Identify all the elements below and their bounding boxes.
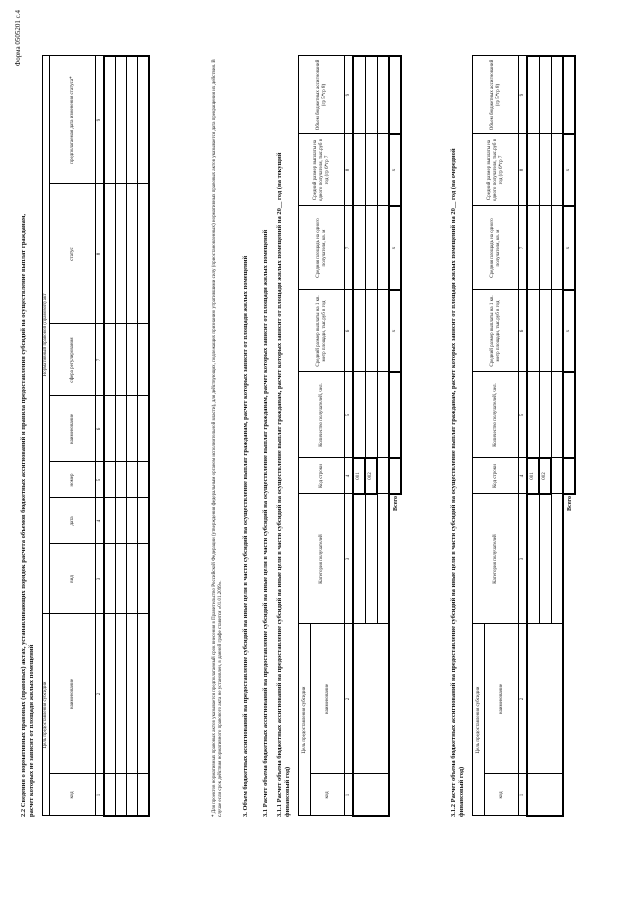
input-cell[interactable]: [138, 324, 150, 396]
total-label: Всего: [566, 496, 573, 511]
input-cell[interactable]: [551, 134, 563, 206]
input-cell[interactable]: [127, 184, 138, 324]
input-cell[interactable]: [365, 56, 377, 134]
column-header: Средняя площадь на одного получателя, кв. м: [299, 206, 345, 290]
input-cell[interactable]: [377, 134, 389, 206]
input-cell[interactable]: [116, 544, 127, 614]
input-cell[interactable]: [551, 494, 563, 624]
table-row: [527, 56, 539, 816]
input-cell[interactable]: [563, 372, 575, 458]
input-cell[interactable]: [138, 56, 150, 184]
column-number: 9: [345, 56, 354, 134]
column-number: 5: [345, 372, 354, 458]
input-cell[interactable]: [551, 372, 563, 458]
input-cell[interactable]: [377, 494, 389, 624]
input-cell[interactable]: [353, 290, 365, 372]
row-code: 002: [539, 458, 551, 494]
input-cell[interactable]: [116, 184, 127, 324]
input-cell[interactable]: [539, 290, 551, 372]
column-header: номер: [50, 462, 96, 498]
column-header: Объем бюджетных ассигнований (гр 5*гр 8): [473, 56, 519, 134]
input-cell[interactable]: [365, 372, 377, 458]
input-cell[interactable]: [353, 206, 365, 290]
column-header: сфера регулирования: [50, 324, 96, 396]
input-cell[interactable]: [127, 544, 138, 614]
column-number: 7: [96, 324, 105, 396]
column-number: 5: [96, 462, 105, 498]
input-cell[interactable]: [353, 372, 365, 458]
table-3-1-1-heading: 3.1.1 Расчет объема бюджетных ассигнований на предоставление субсидий на иные цели в части субсидий на осуществление выплат гражданам, расчет которых зависит от площади жилых помещений на 20__ год (на текущий финансовый год): [276, 152, 291, 817]
column-header: вид: [50, 544, 96, 614]
column-number: 6: [519, 290, 528, 372]
column-header: дата: [50, 498, 96, 544]
column-header: Средний размер выплаты на 1 кв. метр площади, тыс.руб в год: [473, 290, 519, 372]
column-header: Средний размер выплаты на одного получателя, тыс.руб в год (гр 6*гр 7: [473, 134, 519, 206]
column-number: 6: [345, 290, 354, 372]
input-cell[interactable]: [116, 498, 127, 544]
input-cell[interactable]: [365, 290, 377, 372]
purpose-header: Цель предоставления субсидии: [473, 624, 485, 816]
input-cell[interactable]: [104, 56, 116, 184]
input-cell[interactable]: [116, 324, 127, 396]
input-cell[interactable]: [127, 774, 138, 816]
column-number: 1: [519, 774, 528, 816]
section-2-2-heading: 2.2 Сведения о нормативных правовых (правовых) актах, устанавливающих порядок расчета объемов бюджетных ассигнований и правила предоставления субсидий на осуществление выплат гражданам, расчет которых не зависит от площади жилых помещений: [20, 214, 35, 817]
column-header: код: [311, 774, 345, 816]
row-code: 002: [365, 458, 377, 494]
column-header: код: [485, 774, 519, 816]
column-header: Объем бюджетных ассигнований (гр 5*гр 8): [299, 56, 345, 134]
column-number: 2: [345, 624, 354, 774]
table-3-1-2-heading: 3.1.2 Расчет объема бюджетных ассигнований на предоставление субсидий на иные цели в части субсидий на осуществление выплат гражданам, расчет которых зависит от площади жилых помещений на 20__ год (на очередной финансовый год): [450, 148, 465, 817]
column-number: 7: [519, 206, 528, 290]
input-cell[interactable]: [377, 290, 389, 372]
input-cell[interactable]: [365, 206, 377, 290]
input-cell[interactable]: [527, 372, 539, 458]
x-mark: x: [563, 290, 575, 372]
column-header: Код строки: [299, 458, 345, 494]
input-cell[interactable]: [116, 56, 127, 184]
column-header: наименование: [50, 396, 96, 462]
row-code: 001: [527, 458, 539, 494]
table-row: [116, 56, 127, 816]
column-number: 3: [96, 544, 105, 614]
input-cell[interactable]: [127, 56, 138, 184]
input-cell[interactable]: [539, 206, 551, 290]
input-cell[interactable]: [389, 458, 401, 494]
column-header: Категория получателей: [473, 494, 519, 624]
input-cell[interactable]: [551, 56, 563, 134]
column-number: 4: [96, 498, 105, 544]
input-cell[interactable]: [104, 774, 116, 816]
input-cell[interactable]: [527, 56, 539, 134]
input-cell[interactable]: [527, 134, 539, 206]
input-cell[interactable]: [539, 494, 551, 624]
column-header: статус: [50, 184, 96, 324]
x-mark: x: [389, 290, 401, 372]
column-number: 1: [96, 774, 105, 816]
column-header: Категория получателей: [299, 494, 345, 624]
column-header: код: [50, 774, 96, 816]
input-cell[interactable]: [138, 184, 150, 324]
input-cell[interactable]: [353, 774, 389, 816]
input-cell[interactable]: [138, 544, 150, 614]
input-cell[interactable]: [377, 206, 389, 290]
input-cell[interactable]: [377, 458, 389, 494]
column-header: Количество получателей, чел.: [299, 372, 345, 458]
table-2-2: [42, 55, 150, 817]
input-cell[interactable]: [563, 458, 575, 494]
input-cell[interactable]: [116, 396, 127, 462]
input-cell[interactable]: [138, 396, 150, 462]
column-number: 9: [96, 56, 105, 184]
input-cell[interactable]: [353, 134, 365, 206]
input-cell[interactable]: [127, 614, 138, 774]
input-cell[interactable]: [551, 458, 563, 494]
column-number: 8: [345, 134, 354, 206]
x-mark: x: [389, 134, 401, 206]
column-header: предполагаемая дата изменения статуса*: [50, 56, 96, 184]
total-row: [563, 56, 575, 816]
column-header: наименование: [485, 624, 519, 774]
column-header: Средний размер выплаты на 1 кв. метр площади, тыс.руб в год: [299, 290, 345, 372]
purpose-header: Цель предоставления субсидии: [299, 624, 311, 816]
column-number: 9: [519, 56, 528, 134]
input-cell[interactable]: [551, 206, 563, 290]
total-row: [389, 56, 401, 816]
input-cell[interactable]: [104, 462, 116, 498]
input-cell[interactable]: [353, 56, 365, 134]
input-cell[interactable]: [116, 614, 127, 774]
input-cell[interactable]: [539, 134, 551, 206]
input-cell[interactable]: [527, 624, 563, 774]
input-cell[interactable]: [527, 206, 539, 290]
input-cell[interactable]: [551, 290, 563, 372]
column-number: 8: [96, 184, 105, 324]
input-cell[interactable]: [389, 372, 401, 458]
column-number: 3: [519, 494, 528, 624]
input-cell[interactable]: [527, 774, 563, 816]
input-cell[interactable]: [104, 324, 116, 396]
input-cell[interactable]: [138, 462, 150, 498]
column-header: наименование: [311, 624, 345, 774]
column-number: 4: [345, 458, 354, 494]
input-cell[interactable]: [116, 462, 127, 498]
input-cell[interactable]: [127, 498, 138, 544]
table-row: [138, 56, 150, 816]
input-cell[interactable]: [365, 134, 377, 206]
column-number: 4: [519, 458, 528, 494]
form-number: Форма 0505201 с.4: [14, 10, 22, 67]
input-cell[interactable]: [138, 498, 150, 544]
table-3-1-2: [472, 55, 576, 817]
input-cell[interactable]: [539, 372, 551, 458]
input-cell[interactable]: [104, 498, 116, 544]
input-cell[interactable]: [104, 614, 116, 774]
x-mark: x: [563, 134, 575, 206]
input-cell[interactable]: [527, 290, 539, 372]
column-number: 2: [96, 614, 105, 774]
input-cell[interactable]: [104, 396, 116, 462]
purpose-header: Цель предоставления субсидии: [43, 614, 50, 816]
input-cell[interactable]: [127, 462, 138, 498]
input-cell[interactable]: [539, 56, 551, 134]
input-cell[interactable]: [377, 372, 389, 458]
x-mark: x: [389, 206, 401, 290]
column-number: 7: [345, 206, 354, 290]
footnote: * Для проектов нормативных правовых актов указывается предполагаемый срок внесения в Правительство Российской Федерации (утверждения федеральным органом исполнительной власти), для действующих, подлежащих признанию утратившими силу (приостановленных) нормативных правовых актов указывается дата прекращения их действия. В случае если срок действия нормативного правового акта не установлен, в данной графе ставится «01.01.2099».: [212, 59, 223, 817]
column-number: 6: [96, 396, 105, 462]
column-header: Средний размер выплаты на одного получателя, тыс.руб в год (гр 6*гр 7: [299, 134, 345, 206]
input-cell[interactable]: [353, 624, 389, 774]
column-header: Код строки: [473, 458, 519, 494]
column-header: Средняя площадь на одного получателя, кв. м: [473, 206, 519, 290]
total-label: Всего: [392, 496, 399, 511]
column-number: 1: [345, 774, 354, 816]
column-number: 5: [519, 372, 528, 458]
input-cell[interactable]: [389, 56, 401, 134]
column-number: 8: [519, 134, 528, 206]
column-header: наименование: [50, 614, 96, 774]
input-cell[interactable]: [527, 494, 539, 624]
table-row: [104, 56, 116, 816]
input-cell[interactable]: [138, 774, 150, 816]
column-header: Количество получателей, чел.: [473, 372, 519, 458]
input-cell[interactable]: [365, 494, 377, 624]
section-3-heading: 3. Объем бюджетных ассигнований на предоставление субсидий на иные цели в части субсидий на осуществление выплат гражданам, расчет которых зависит от площади жилых помещений: [242, 255, 249, 817]
input-cell[interactable]: [104, 544, 116, 614]
input-cell[interactable]: [104, 184, 116, 324]
input-cell[interactable]: [138, 614, 150, 774]
x-mark: x: [563, 206, 575, 290]
row-code: 001: [353, 458, 365, 494]
input-cell[interactable]: [563, 56, 575, 134]
input-cell[interactable]: [127, 396, 138, 462]
input-cell[interactable]: [353, 494, 365, 624]
column-number: 3: [345, 494, 354, 624]
table-3-1-1: [298, 55, 402, 817]
table-row: [353, 56, 365, 816]
input-cell[interactable]: [116, 774, 127, 816]
npa-header: Нормативный правовой (правовой) акт: [43, 56, 50, 614]
table-row: [127, 56, 138, 816]
section-3-1-heading: 3.1 Расчет объема бюджетных ассигнований на предоставление субсидий на иные цели в части субсидий на осуществление выплат гражданам, расчет которых зависит от площади жилых помещений: [262, 229, 269, 817]
input-cell[interactable]: [127, 324, 138, 396]
input-cell[interactable]: [377, 56, 389, 134]
column-number: 2: [519, 624, 528, 774]
